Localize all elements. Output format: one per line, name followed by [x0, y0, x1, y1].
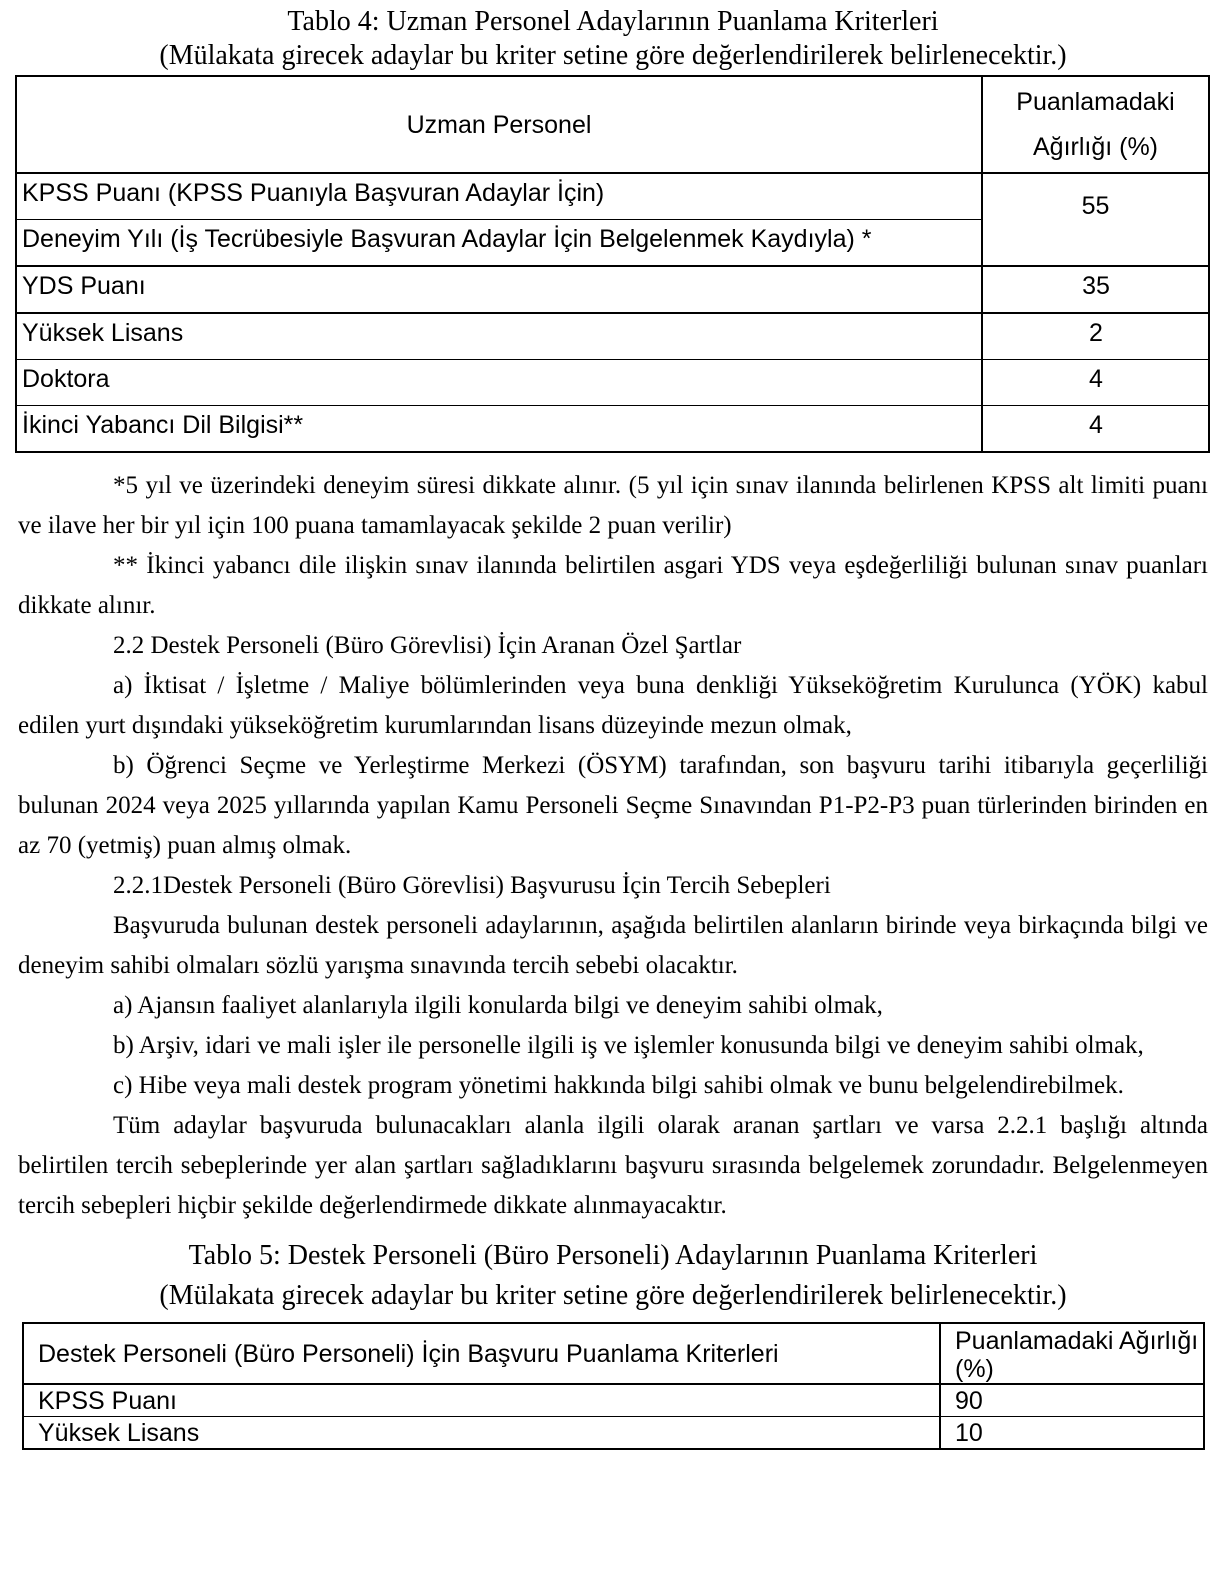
criteria-cell: Doktora [16, 360, 982, 406]
weight-cell: 2 [982, 313, 1209, 360]
table-row [16, 173, 1209, 220]
weight-cell: 35 [982, 266, 1209, 313]
criteria-cell: İkinci Yabancı Dil Bilgisi** [22, 411, 304, 439]
table-4-header-weight [982, 76, 1209, 173]
footnote-ikinci-dil: ** İkinci yabancı dile ilişkin sınav ilanında belirtilen asgari YDS veya eşdeğerliliği bulunan sınav puanları dikkate alınır. [18, 552, 1208, 619]
table4-caption-title: Tablo 4: Uzman Personel Adaylarının Puanlama Kriterleri [287, 6, 939, 37]
body-text [18, 466, 1208, 1226]
table-row [16, 266, 1209, 313]
weight-cell: 10 [940, 1417, 1204, 1450]
table-row [23, 1384, 1204, 1417]
table-5-destek-personeli [22, 1322, 1205, 1450]
table-row [16, 360, 1209, 406]
table-5-header-row [23, 1323, 1204, 1384]
table5-caption [0, 1236, 1226, 1316]
weight-cell: 4 [982, 360, 1209, 406]
table-row [16, 406, 1209, 453]
criteria-cell: Yüksek Lisans [16, 313, 982, 360]
table-row [16, 313, 1209, 360]
criteria-cell: KPSS Puanı (KPSS Puanıyla Başvuran Adaylar İçin) [16, 173, 982, 220]
table4-caption-subtitle: (Mülakata girecek adaylar bu kriter setine göre değerlendirilerek belirlenecektir.) [159, 40, 1067, 71]
table-4-header-weight-line1: Puanlamadaki [1016, 87, 1175, 116]
section-heading-2-2-1: 2.2.1Destek Personeli (Büro Görevlisi) Başvurusu İçin Tercih Sebepleri [113, 872, 831, 899]
table4-caption [0, 5, 1226, 73]
table5-caption-subtitle: (Mülakata girecek adaylar bu kriter setine göre değerlendirilerek belirlenecektir.) [159, 1280, 1067, 1311]
table-row [23, 1417, 1204, 1450]
table5-caption-title: Tablo 5: Destek Personeli (Büro Personeli) Adaylarının Puanlama Kriterleri [188, 1240, 1038, 1271]
item-a-ajans: a) Ajansın faaliyet alanlarıyla ilgili konularda bilgi ve deneyim sahibi olmak, [113, 992, 883, 1019]
item-c-hibe: c) Hibe veya mali destek program yönetimi hakkında bilgi sahibi olmak ve bunu belgelendirebilmek. [113, 1072, 1124, 1099]
table-5-header-weight: Puanlamadaki Ağırlığı (%) [940, 1323, 1204, 1384]
criteria-cell: KPSS Puanı [23, 1384, 940, 1417]
para-tercih-sebebi: Başvuruda bulunan destek personeli adaylarının, aşağıda belirtilen alanların birinde veya birkaçında bilgi ve deneyim sahibi olmaları sözlü yarışma sınavında tercih sebebi olacaktır. [18, 912, 1208, 979]
section-heading-2-2: 2.2 Destek Personeli (Büro Görevlisi) İçin Aranan Özel Şartlar [113, 632, 742, 659]
table-4-header-criteria: Uzman Personel [16, 76, 982, 173]
table-4-header-weight-line2: Ağırlığı (%) [1032, 132, 1159, 161]
table-5-header-criteria: Destek Personeli (Büro Personeli) İçin Başvuru Puanlama Kriterleri [23, 1323, 940, 1384]
criteria-cell: Deneyim Yılı (İş Tecrübesiyle Başvuran Adaylar İçin Belgelenmek Kaydıyla) * [16, 220, 982, 267]
weight-cell-merged: 55 [982, 173, 1209, 266]
criteria-cell: YDS Puanı [16, 266, 982, 313]
para-belgeleme-zorunlulugu: Tüm adaylar başvuruda bulunacakları alanla ilgili olarak aranan şartları ve varsa 2.2.1 başlığı altında belirtilen tercih sebeplerinde yer alan şartları sağladıklarını başvuru sırasında belgelemek zorundadır. Belgelenmeyen tercih sebepleri hiçbir şekilde değerlendirmede dikkate alınmayacaktır. [18, 1112, 1208, 1219]
criteria-cell: Yüksek Lisans [38, 1419, 200, 1447]
footnote-deneyim: *5 yıl ve üzerindeki deneyim süresi dikkate alınır. (5 yıl için sınav ilanında belirlenen KPSS alt limiti puanı ve ilave her bir yıl için 100 puana tamamlayacak şekilde 2 puan verilir) [18, 472, 1208, 539]
table-4-uzman-personel [15, 75, 1210, 453]
table-4-header-row [16, 76, 1209, 173]
weight-cell: 90 [940, 1384, 1204, 1417]
item-a-lisans: a) İktisat / İşletme / Maliye bölümlerinden veya buna denkliği Yükseköğretim Kurulunca (YÖK) kabul edilen yurt dışındaki yükseköğretim kurumlarından lisans düzeyinde mezun olmak, [18, 672, 1208, 739]
weight-cell: 4 [982, 406, 1209, 453]
item-b-kpss-sinavi: b) Öğrenci Seçme ve Yerleştirme Merkezi (ÖSYM) tarafından, son başvuru tarihi itibarıyla geçerliliği bulunan 2024 veya 2025 yıllarında yapılan Kamu Personeli Seçme Sınavından P1-P2-P3 puan türlerinden birinden en az 70 (yetmiş) puan almış olmak. [18, 752, 1208, 859]
item-b-arsiv: b) Arşiv, idari ve mali işler ile personelle ilgili iş ve işlemler konusunda bilgi ve deneyim sahibi olmak, [113, 1032, 1144, 1059]
